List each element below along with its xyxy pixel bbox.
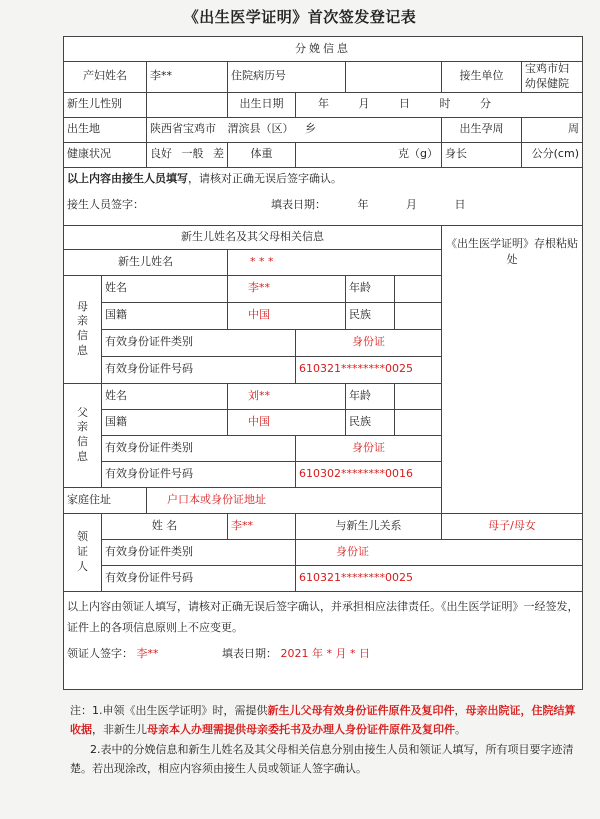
claimant-relation-label: 与新生儿关系	[296, 513, 442, 539]
delivery-section-heading: 分娩信息	[64, 37, 583, 62]
delivery-confirm-block	[64, 167, 583, 225]
note-2: 2.表中的分娩信息和新生儿姓名及其父母相关信息分别由接生人员和领证人填写，所有项目要字迹清楚。若出现涂改，相应内容须由接生人员或领证人签字确认。	[70, 743, 574, 775]
gest-week-value[interactable]: 周	[522, 117, 583, 142]
claimant-fill-date-label: 填表日期：	[222, 646, 277, 660]
father-name-value[interactable]: 刘**	[228, 383, 346, 409]
mother-name-value: 李**	[147, 62, 228, 93]
baby-name-value[interactable]: * * *	[228, 249, 442, 275]
claimant-id-no-label: 有效身份证件号码	[102, 565, 296, 591]
claimant-name-label: 姓 名	[102, 513, 228, 539]
address-value[interactable]: 户口本或身份证地址	[147, 487, 442, 513]
claimant-id-type-label: 有效身份证件类别	[102, 539, 296, 565]
mother-nationality-value[interactable]: 中国	[228, 302, 346, 329]
mother-name-label-2: 姓名	[102, 275, 228, 302]
mother-group-label: 母 亲 信 息	[64, 275, 102, 383]
claimant-sign-label: 领证人签字：	[67, 646, 133, 660]
father-id-no-value[interactable]: 610302********0016	[296, 461, 442, 487]
mother-nationality-label: 国籍	[102, 302, 228, 329]
weight-label: 体重	[228, 142, 296, 167]
delivery-fill-date-value[interactable]: 年 月 日	[357, 197, 466, 211]
father-name-label: 姓名	[102, 383, 228, 409]
father-group-label: 父 亲 信 息	[64, 383, 102, 487]
mother-ethnicity-label: 民族	[346, 302, 395, 329]
registration-table	[63, 36, 583, 690]
mother-id-no-value[interactable]: 610321********0025	[296, 356, 442, 383]
father-id-no-label: 有效身份证件号码	[102, 461, 296, 487]
delivery-fill-date-label: 填表日期：	[271, 197, 326, 211]
father-id-type-value[interactable]: 身份证	[296, 435, 442, 461]
claimant-confirm-block	[64, 591, 583, 689]
delivery-unit-value: 宝鸡市妇幼保健院	[522, 62, 583, 93]
certificate-stub-note: 《出生医学证明》存根粘贴处	[446, 236, 578, 267]
father-nationality-value[interactable]: 中国	[228, 409, 346, 435]
delivery-confirm-rest: ，请核对正确无误后签字确认。	[188, 171, 342, 185]
gender-value[interactable]	[147, 92, 228, 117]
note-1: 注：1.申领《出生医学证明》时，需提供新生儿父母有效身份证件原件及复印件，母亲出院证，住院结算收据，非新生儿母亲本人办理需提供母亲委托书及办理人身份证件原件及复印件。	[70, 704, 576, 736]
father-age-label: 年龄	[346, 383, 395, 409]
claimant-group-label: 领 证 人	[64, 513, 102, 591]
mother-id-type-label: 有效身份证件类别	[102, 329, 296, 356]
health-label: 健康状况	[64, 142, 147, 167]
form-notes	[70, 701, 580, 778]
record-no-label: 住院病历号	[228, 62, 346, 93]
mother-id-type-value[interactable]: 身份证	[296, 329, 442, 356]
length-label: 身长	[442, 142, 522, 167]
father-ethnicity-value[interactable]	[395, 409, 442, 435]
delivery-unit-label: 接生单位	[442, 62, 522, 93]
mother-ethnicity-value[interactable]	[395, 302, 442, 329]
claimant-sign-value[interactable]: 李**	[136, 646, 159, 660]
gender-label: 新生儿性别	[64, 92, 147, 117]
claimant-confirm-text: 以上内容由领证人填写，请核对正确无误后签字确认，并承担相应法律责任。《出生医学证明》一经签发，证件上的各项信息原则上不应变更。	[67, 599, 579, 634]
birth-date-label: 出生日期	[228, 92, 296, 117]
gest-week-label: 出生孕周	[442, 117, 522, 142]
health-options[interactable]: 良好 一般 差	[147, 142, 228, 167]
delivery-confirm-bold: 以上内容由接生人员填写	[67, 171, 188, 185]
father-id-type-label: 有效身份证件类别	[102, 435, 296, 461]
certificate-stub-area	[442, 225, 583, 513]
birthplace-label: 出生地	[64, 117, 147, 142]
claimant-id-no-value[interactable]: 610321********0025	[296, 565, 583, 591]
claimant-id-type-value[interactable]: 身份证	[296, 539, 583, 565]
parents-section-heading: 新生儿姓名及其父母相关信息	[64, 225, 442, 249]
birthplace-value[interactable]: 陕西省宝鸡市 渭滨县（区） 乡	[147, 117, 442, 142]
mother-age-value[interactable]	[395, 275, 442, 302]
claimant-relation-value[interactable]: 母子/母女	[442, 513, 583, 539]
claimant-fill-date-value[interactable]: 2021 年 * 月 * 日	[280, 646, 370, 660]
record-no-value[interactable]	[346, 62, 442, 93]
baby-name-label: 新生儿姓名	[64, 249, 228, 275]
birth-date-value[interactable]: 年 月 日 时 分	[296, 92, 583, 117]
claimant-name-value[interactable]: 李**	[228, 513, 296, 539]
address-label: 家庭住址	[64, 487, 147, 513]
weight-value[interactable]: 克（g）	[296, 142, 442, 167]
father-ethnicity-label: 民族	[346, 409, 395, 435]
mother-age-label: 年龄	[346, 275, 395, 302]
staff-sign-label: 接生人员签字：	[67, 197, 144, 211]
father-age-value[interactable]	[395, 383, 442, 409]
form-title: 《出生医学证明》首次签发登记表	[183, 8, 417, 26]
mother-name-label: 产妇姓名	[64, 62, 147, 93]
father-nationality-label: 国籍	[102, 409, 228, 435]
mother-id-no-label: 有效身份证件号码	[102, 356, 296, 383]
length-value[interactable]: 公分(cm)	[522, 142, 583, 167]
mother-name-value-2[interactable]: 李**	[228, 275, 346, 302]
